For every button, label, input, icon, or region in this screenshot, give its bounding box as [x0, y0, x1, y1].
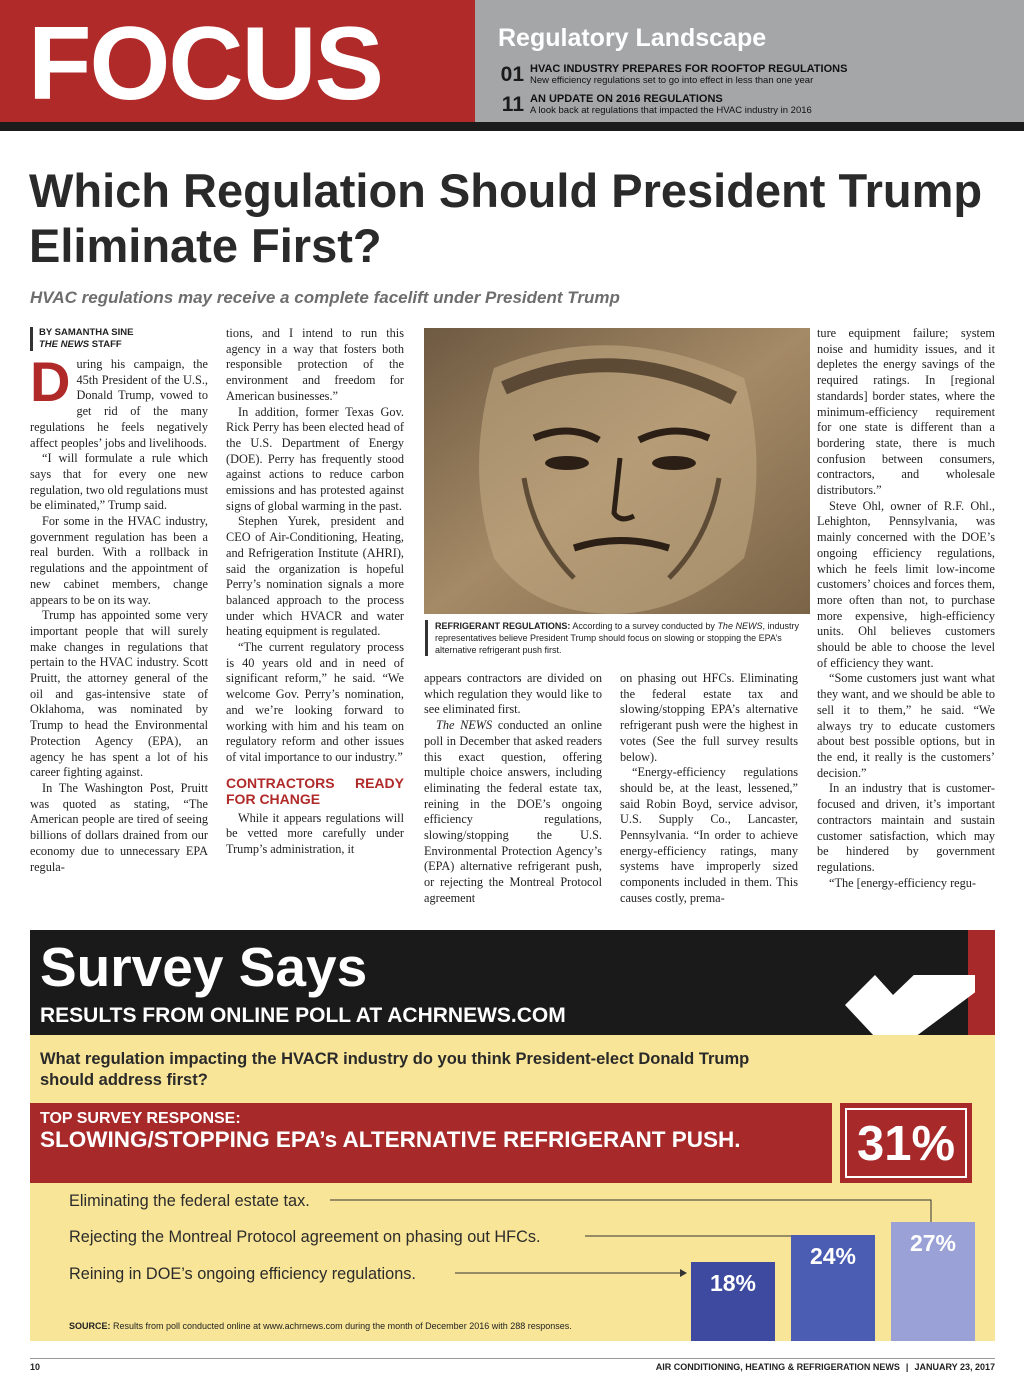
caption-text: , industry representatives believe President Trump should focus on slowing or stopping the EPA’s alternative refrigerant push first. [435, 621, 799, 655]
paragraph: uring his campaign, the 45th President of the U.S., Donald Trump, vowed to get rid of the many regulations he feels negatively affect peoples’ jobs and livelihoods. [30, 357, 208, 450]
paragraph: “I will formulate a rule which says that for every one new regulation, two old regulations must be eliminated,” Trump said. [30, 451, 208, 513]
paragraph: “The current regulatory process is 40 years old and in need of significant reform,” he said. “We welcome Gov. Perry’s nomination, and we’re looking forward to working with him and his team on regulatory reform and other issues of vital importance to our industry.” [226, 640, 404, 764]
toc-subtitle: A look back at regulations that impacted the HVAC industry in 2016 [530, 105, 812, 116]
publication-name: The NEWS [436, 718, 493, 733]
survey-subtitle: RESULTS FROM ONLINE POLL AT ACHRNEWS.COM [40, 1004, 566, 1027]
paragraph: conducted an online poll in December that asked readers this exact question, offering multiple choice answers, including eliminating the federal estate tax, reining in the DOE’s ongoing efficiency regulations, slowing/stopping the U.S. Environmental Protection Agency’s (EPA) alternative refrigerant push, or rejecting the Montreal Protocol agreement [424, 718, 603, 905]
footer-rule [30, 1358, 995, 1359]
survey-option: Eliminating the federal estate tax. [69, 1192, 310, 1210]
survey-option: Reining in DOE’s ongoing efficiency regulations. [69, 1265, 416, 1283]
article-deck: HVAC regulations may receive a complete facelift under President Trump [30, 288, 620, 307]
survey-source [69, 1321, 572, 1331]
survey-option: Rejecting the Montreal Protocol agreement on phasing out HFCs. [69, 1228, 541, 1246]
toc-title: AN UPDATE ON 2016 REGULATIONS [530, 93, 723, 105]
paragraph: “Some customers just want what they want, and we should be able to sell it to them,” he said. “We always try to educate customers about best possible options, but in the end, it really is the customers’ decision.” [817, 671, 995, 780]
toc-page-number: 01 [500, 63, 524, 86]
caption-publication: The NEWS [717, 621, 763, 631]
drop-cap: D [30, 350, 71, 413]
section-title: FOCUS [28, 6, 382, 122]
paragraph: While it appears regulations will be vetted more carefully under Trump’s administration, it [226, 810, 404, 857]
toc-title: HVAC INDUSTRY PREPARES FOR ROOFTOP REGULATIONS [530, 63, 848, 75]
survey-bar [791, 1235, 875, 1341]
paragraph: Stephen Yurek, president and CEO of Air-Conditioning, Heating, and Refrigeration Institute (AHRI), said the organization is hopeful Perry’s nomination signals a more balanced approach to the process under which HVACR and water heating equipment is regulated. [226, 514, 404, 639]
survey-question: What regulation impacting the HVACR industry do you think President-elect Donald Trump should address first? [40, 1050, 750, 1089]
paragraph: appears contractors are divided on which regulation they would like to see eliminated first. [424, 671, 602, 717]
toc-page-number: 11 [501, 93, 524, 116]
paragraph: tions, and I intend to run this agency in a way that fosters both responsible protection of the environment and freedom for American businesses.” [226, 326, 404, 403]
paragraph: Steve Ohl, owner of R.F. Ohl., Lehighton, Pennsylvania, was mainly concerned with the DOE’s ongoing efficiency regulations, which he feels limit low-income customers’ choices and forces them, more often than not, to purchase more expensive, high-efficiency units. Ohl believes customers should be able to choose the level of efficiency they want. [817, 498, 995, 670]
paragraph: on phasing out HFCs. Eliminating the federal estate tax and slowing/stopping EPA’s alternative refrigerant push were the highest in votes (See the full survey results below). [620, 671, 798, 764]
caption-text: According to a survey conducted by [570, 621, 718, 631]
paragraph: ture equipment failure; system noise and humidity issues, and it depletes the energy savings of the required ratings. In [regional standards] border states, where the minimum-efficiency requirement for one state is different than a bordering state, there is much confusion between consumers, contractors, and wholesale distributors.” [817, 326, 995, 498]
regulatory-title: Regulatory Landscape [498, 24, 767, 52]
article-headline: Which Regulation Should President Trump Eliminate First? [29, 164, 983, 272]
paragraph: Trump has appointed some very important people that will surely make changes in regulations that pertain to the HVAC industry. Scott Pruitt, the attorney general of the oil and gas-intensive state of Oklahoma, was nominated by Trump to head the Environmental Protection Agency (EPA), an agency he has spent a lot of his career fighting against. [30, 608, 208, 780]
paragraph: For some in the HVAC industry, government regulation has been a real burden. With a rollback in regulations and the appointment of new cabinet members, change appears to be on its way. [30, 514, 208, 607]
survey-bar-label: 24% [809, 1243, 857, 1269]
toc-subtitle: New efficiency regulations set to go into effect in less than one year [530, 75, 814, 86]
paragraph: “The [energy-efficiency regu- [829, 875, 977, 890]
section-subhead: CONTRACTORS READY FOR CHANGE [226, 774, 404, 807]
survey-bar-label: 27% [909, 1230, 957, 1256]
caption-label: REFRIGERANT REGULATIONS: [435, 621, 571, 631]
byline-staff: STAFF [89, 339, 122, 350]
survey-title: Survey Says [40, 936, 368, 998]
byline-publication: THE NEWS [39, 339, 90, 350]
footer-publication: AIR CONDITIONING, HEATING & REFRIGERATION NEWS [655, 1362, 900, 1372]
byline-author: BY SAMANTHA SINE [39, 327, 134, 338]
paragraph: In an industry that is customer-focused and driven, it’s important contractors maintain and sustain customer satisfaction, which may be hindered by government regulations. [817, 781, 995, 874]
page-number: 10 [30, 1362, 41, 1372]
survey-bar [691, 1262, 775, 1341]
footer-date: JANUARY 23, 2017 [914, 1362, 995, 1372]
top-response-percent: 31% [845, 1108, 967, 1178]
paragraph: “Energy-efficiency regulations should be, at the least, lessened,” said Robin Boyd, service advisor, U.S. Supply Co., Lancaster, Pennsylvania. “In order to achieve energy-efficiency ratings, many systems have improperly sized components included in them. This causes costly, prema- [620, 765, 798, 905]
paragraph: In addition, former Texas Gov. Rick Perry has been elected head of the U.S. Department of Energy (DOE). Perry has frequently stood against actions to reduce carbon emissions and has protested against signs of global warming in the past. [226, 404, 404, 513]
source-label: SOURCE: [69, 1321, 111, 1331]
footer-info [656, 1362, 995, 1372]
survey-bar [891, 1222, 975, 1341]
footer-separator: | [905, 1362, 909, 1372]
paragraph: In The Washington Post, Pruitt was quoted as stating, “The American people are tired of seeing billions of dollars drained from our economy due to unnecessary EPA regula- [30, 780, 208, 874]
source-text: Results from poll conducted online at www.achrnews.com during the month of December 2016 with 288 responses. [110, 1321, 572, 1331]
top-response-label: TOP SURVEY RESPONSE: [40, 1110, 241, 1127]
survey-bar-label: 18% [709, 1270, 757, 1296]
top-response-text: SLOWING/STOPPING EPA’s ALTERNATIVE REFRIGERANT PUSH. [40, 1127, 741, 1152]
